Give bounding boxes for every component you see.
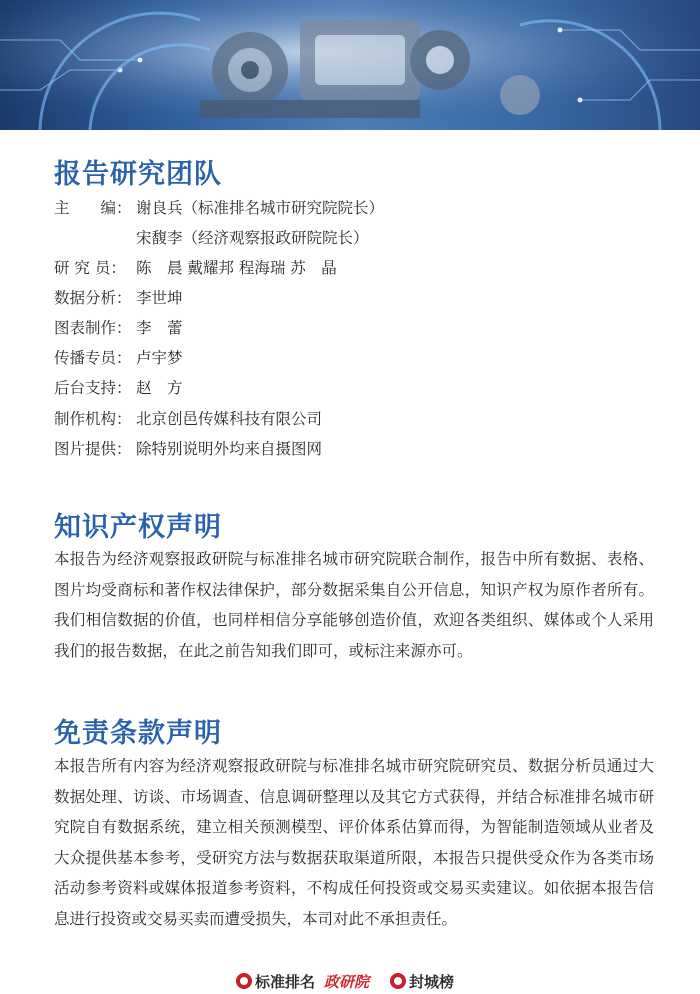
team-row-value: 赵 方 (136, 379, 183, 397)
team-row-backend (54, 376, 183, 398)
disclaimer-paragraph: 本报告所有内容为经济观察报政研院与标准排名城市研究院研究员、数据分析员通过大数据处理、访谈、市场调查、信息调研整理以及其它方式获得，并结合标准排名城市研究院自有数据系统，建立相关预测模型、评价体系估算而得，为智能制造领域从业者及大众提供基本参考，受研究方法与数据获取渠道所限，本报告只提供受众作为各类市场活动参考资料或媒体报道参考资料，不构成任何投资或交易买卖建议。如依据本报告信息进行投资或交易买卖而遭受损失，本司对此不承担责任。 (54, 757, 654, 928)
team-row-label: 研 究 员： (54, 259, 126, 277)
banner-graphic (0, 0, 700, 130)
disclaimer-section-title: 免责条款声明 (54, 718, 222, 749)
header-banner-image (0, 0, 700, 130)
logo-biaozhun-text: 标准排名 (255, 972, 316, 991)
team-row-communication (54, 346, 183, 368)
logo-fengchengbang (390, 968, 454, 994)
logo-zhengyanyuan-text: 政研院 (324, 972, 370, 991)
team-row-editor (54, 196, 384, 218)
team-row-editor-2 (54, 226, 369, 248)
team-row-value: 宋馥李（经济观察报政研院院长） (136, 229, 369, 247)
team-row-value: 北京创邑传媒科技有限公司 (136, 410, 323, 428)
team-row-label: 后台支持： (54, 379, 132, 397)
team-row-label: 数据分析： (54, 289, 132, 307)
team-row-value: 除特别说明外均来自摄图网 (136, 440, 323, 458)
team-row-value: 谢良兵（标准排名城市研究院院长） (136, 199, 385, 217)
team-row-label: 制作机构： (54, 410, 132, 428)
logo-biaozhun (236, 968, 315, 994)
footer-logos (0, 968, 700, 994)
team-row-researchers (54, 256, 337, 278)
team-row-value: 卢宇梦 (136, 349, 183, 367)
team-section-title: 报告研究团队 (54, 159, 222, 190)
team-row-data-analysis (54, 286, 183, 308)
team-row-charts (54, 316, 183, 338)
ip-section-title: 知识产权声明 (54, 512, 222, 543)
team-row-organization (54, 407, 322, 429)
fengcheng-logo-icon (390, 973, 406, 989)
team-row-label: 图片提供： (54, 440, 132, 458)
team-row-images (54, 437, 322, 459)
team-row-label: 传播专员： (54, 349, 132, 367)
team-row-label: 主 编： (54, 199, 132, 217)
biaozhun-logo-icon (236, 973, 252, 989)
ip-paragraph: 本报告为经济观察报政研院与标准排名城市研究院联合制作，报告中所有数据、表格、图片均受商标和著作权法律保护，部分数据采集自公开信息，知识产权为原作者所有。我们相信数据的价值，也同样相信分享能够创造价值，欢迎各类组织、媒体或个人采用我们的报告数据，在此之前告知我们即可，或标注来源亦可。 (54, 550, 654, 660)
team-row-label: 图表制作： (54, 319, 132, 337)
team-row-value: 陈 晨 戴耀邦 程海瑞 苏 晶 (136, 259, 337, 277)
logo-zhengyanyuan (324, 968, 369, 994)
team-row-value: 李 蕾 (136, 319, 183, 337)
team-row-value: 李世坤 (136, 289, 183, 307)
logo-fengchengbang-text: 封城榜 (409, 972, 455, 991)
